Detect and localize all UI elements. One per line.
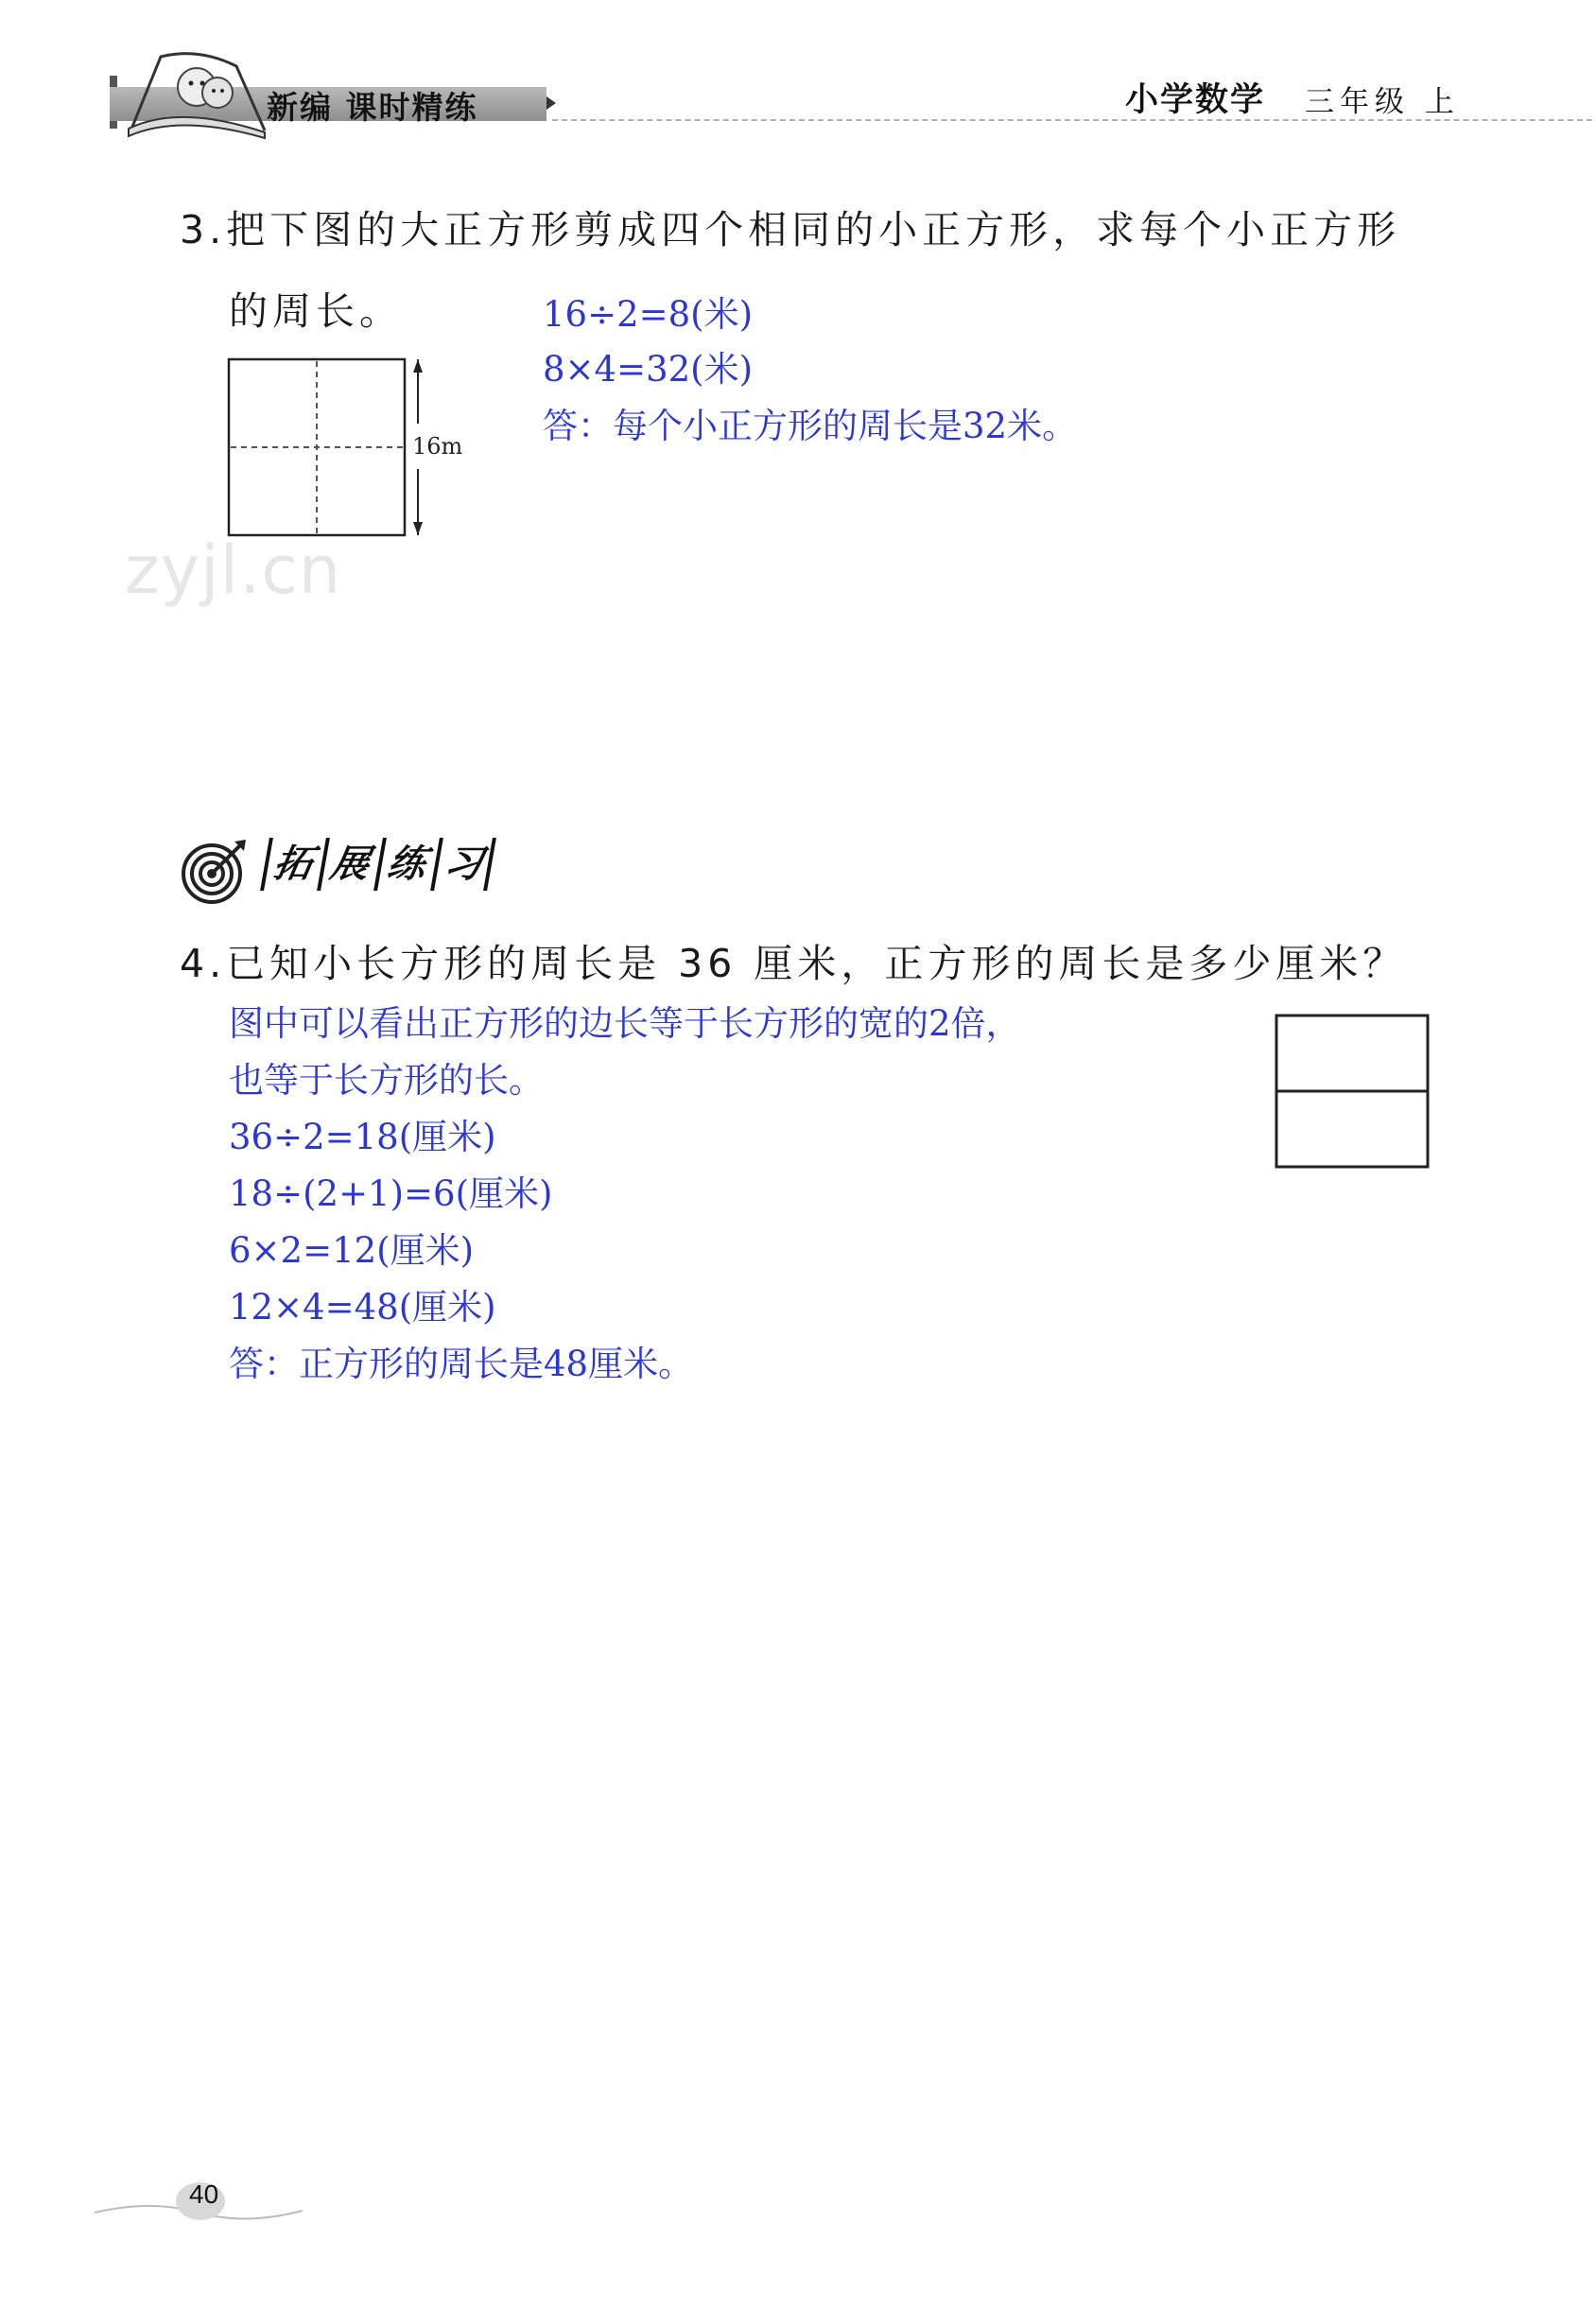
q4-answer-6: 12×4=48(厘米) bbox=[229, 1287, 496, 1328]
play-arrow-icon bbox=[546, 96, 556, 110]
q3-square-figure bbox=[223, 350, 469, 548]
section-title bbox=[265, 838, 495, 891]
target-icon bbox=[180, 836, 250, 906]
q3-answer-3: 答：每个小正方形的周长是32米。 bbox=[543, 406, 1078, 446]
subject-title: 小学数学 bbox=[1125, 81, 1266, 119]
series-title: 新编 课时精练 bbox=[267, 89, 478, 126]
q3-line2: 的周长。 bbox=[229, 288, 403, 334]
book-mascot-icon bbox=[123, 38, 274, 140]
section-char: 展 bbox=[317, 838, 379, 891]
q4-answer-4: 18÷(2+1)=6(厘米) bbox=[229, 1173, 553, 1214]
page-number: 40 bbox=[189, 2179, 219, 2209]
q3-figure-label: 16m bbox=[412, 433, 463, 460]
q3-line1: 3.把下图的大正方形剪成四个相同的小正方形，求每个小正方形 bbox=[180, 207, 1401, 252]
watermark: zyjl.cn bbox=[125, 531, 342, 609]
q4-answer-2: 也等于长方形的长。 bbox=[229, 1060, 544, 1101]
q3-answer-2: 8×4=32(米) bbox=[543, 349, 754, 390]
header-divider bbox=[552, 119, 1596, 121]
q4-rectangle-figure bbox=[1273, 1012, 1433, 1172]
q3-answer-1: 16÷2=8(米) bbox=[543, 294, 754, 335]
section-char: 练 bbox=[373, 838, 436, 891]
q4-answer-7: 答：正方形的周长是48厘米。 bbox=[229, 1344, 694, 1384]
section-char: 习 bbox=[430, 838, 496, 891]
q4-answer-5: 6×2=12(厘米) bbox=[229, 1230, 475, 1271]
q4-text: 4.已知小长方形的周长是 36 厘米，正方形的周长是多少厘米？ bbox=[180, 941, 1407, 986]
q4-answer-1: 图中可以看出正方形的边长等于长方形的宽的2倍， bbox=[229, 1003, 1021, 1044]
section-char: 拓 bbox=[260, 838, 322, 891]
grade-label: 三年级 上 bbox=[1305, 85, 1460, 119]
q4-answer-3: 36÷2=18(厘米) bbox=[229, 1117, 496, 1157]
